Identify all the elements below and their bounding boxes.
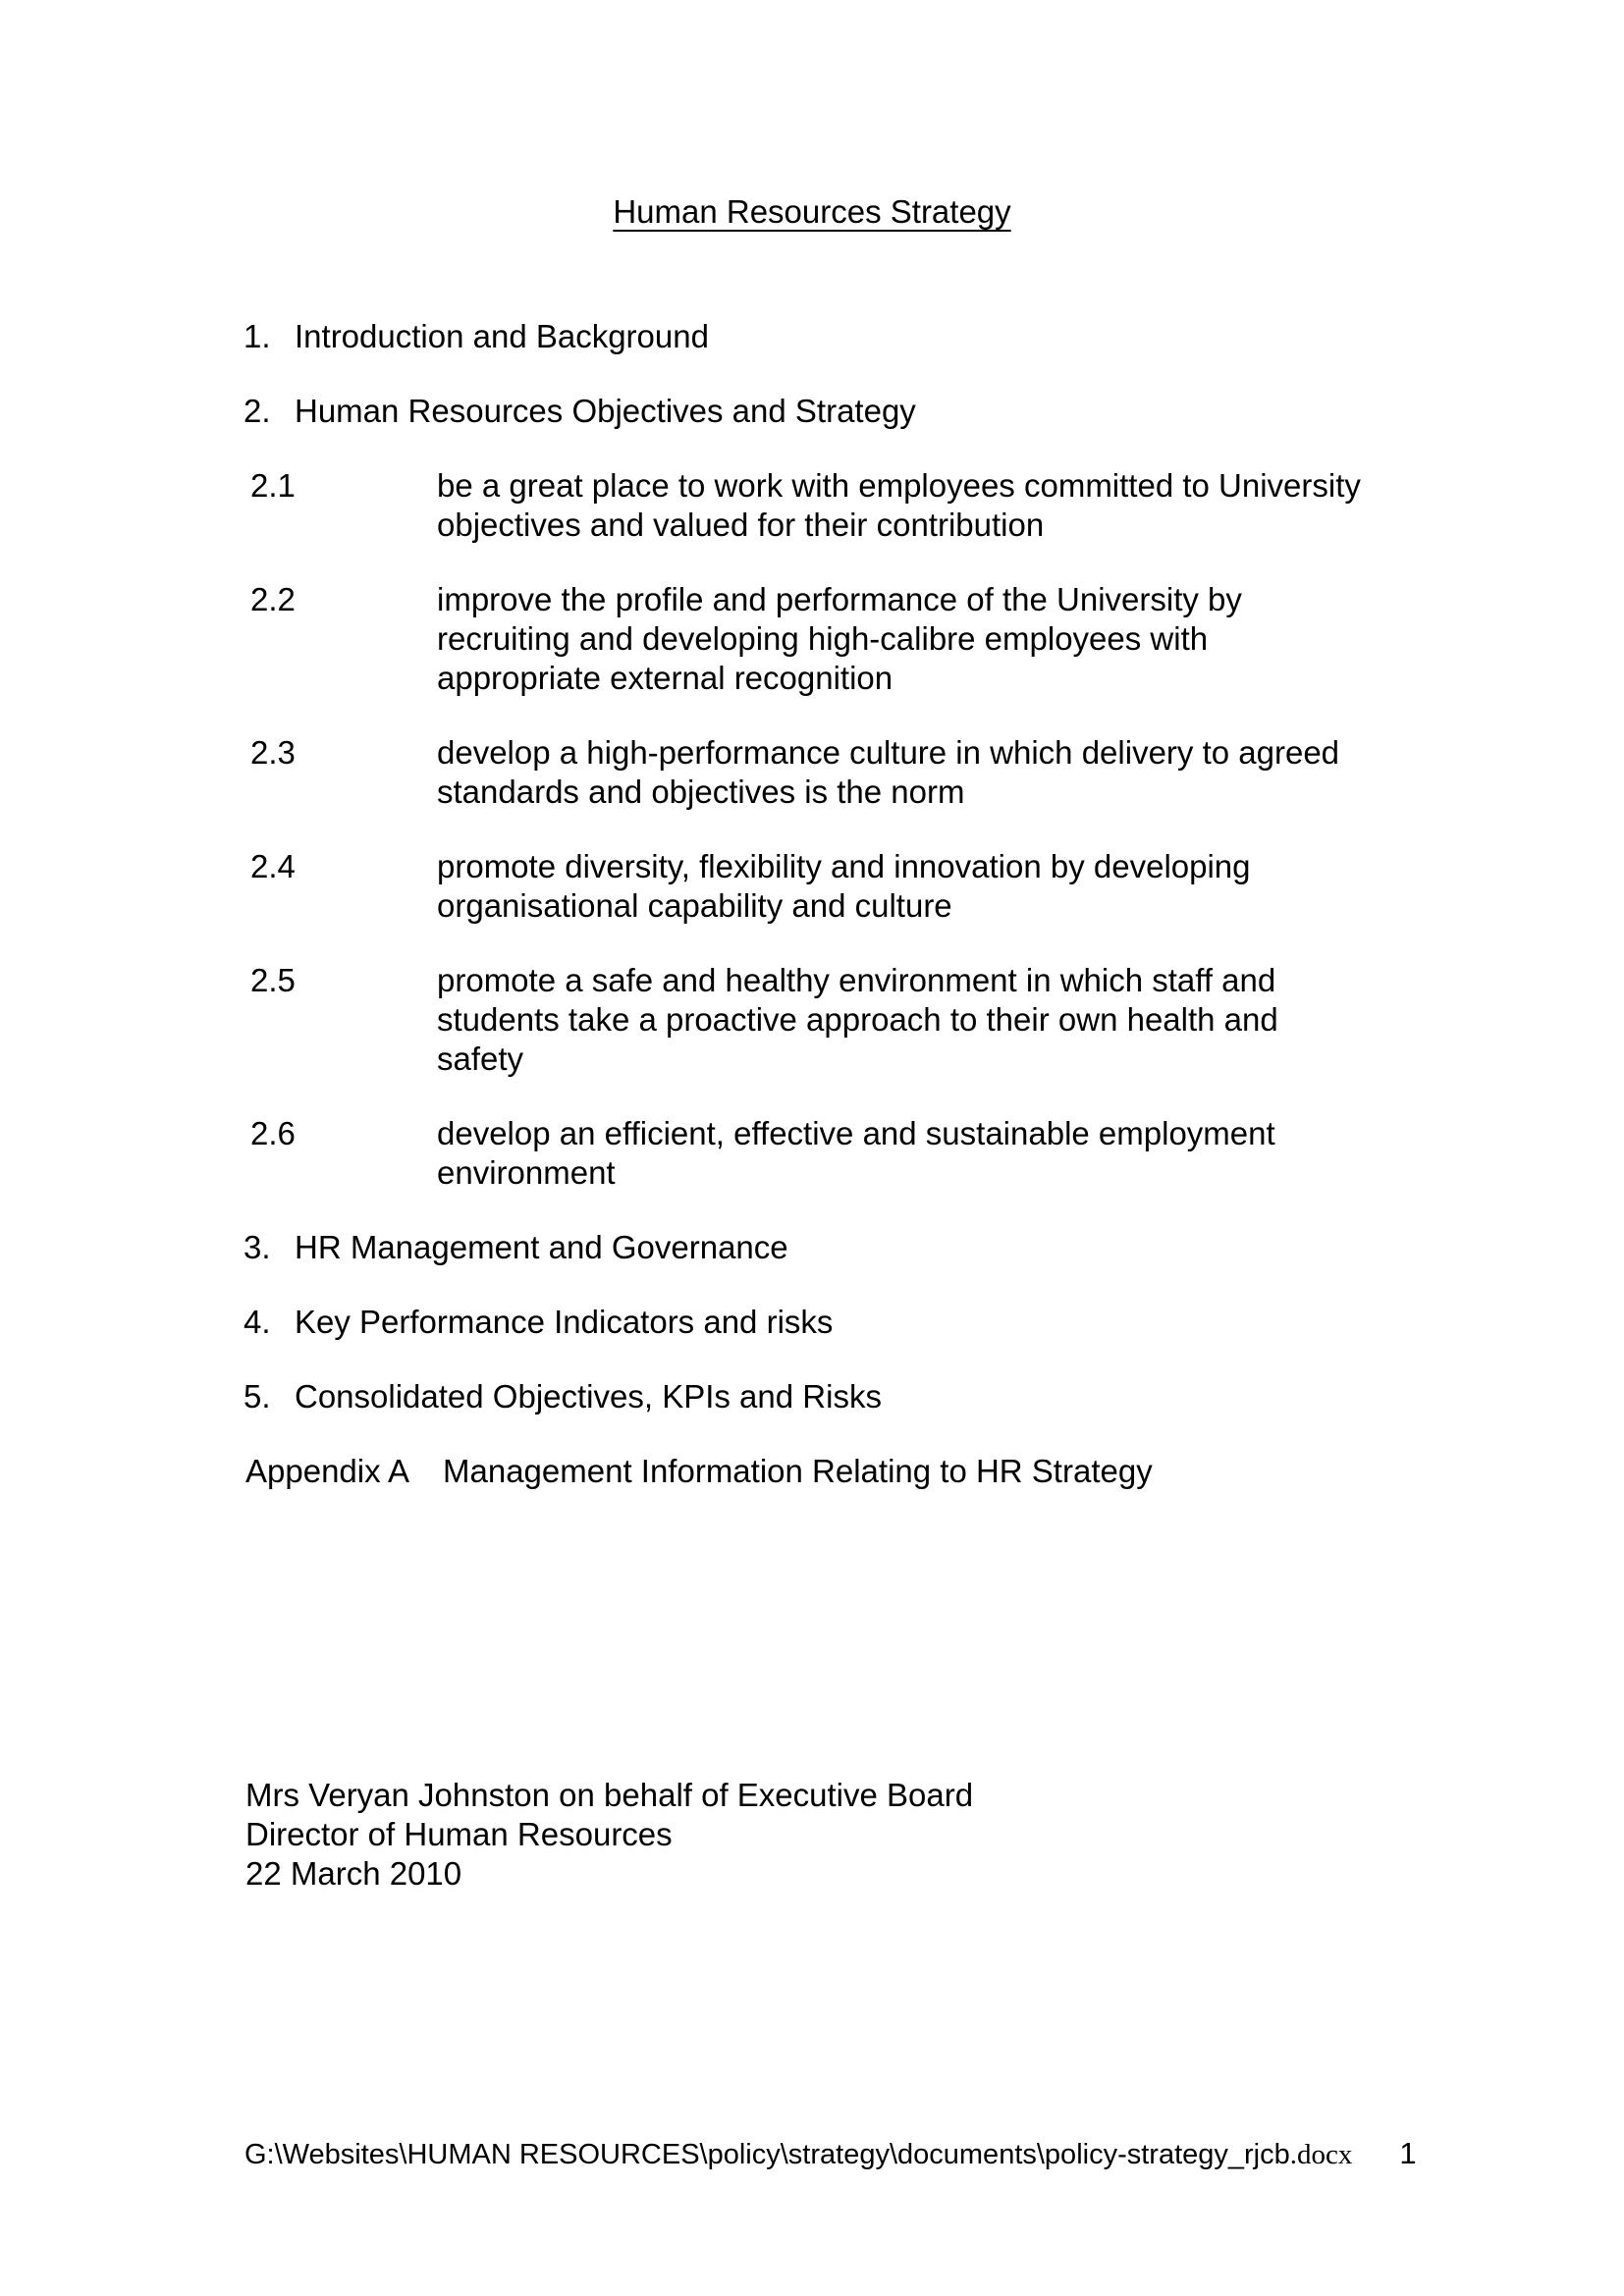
list-item-1 bbox=[244, 317, 1624, 356]
text-line: develop a high-performance culture in which delivery to agreed bbox=[437, 734, 1340, 771]
sub-item-number: 2.1 bbox=[250, 467, 296, 504]
sub-item-number: 2.5 bbox=[250, 962, 296, 998]
list-item-3 bbox=[244, 1228, 1624, 1267]
text-line: develop an efficient, effective and sustainable employment bbox=[437, 1115, 1275, 1151]
list-item-4 bbox=[244, 1303, 1624, 1342]
sub-item-number: 2.6 bbox=[250, 1115, 296, 1151]
list-item-label: HR Management and Governance bbox=[295, 1229, 788, 1265]
sub-item-2-1 bbox=[250, 466, 1624, 545]
text-line: promote a safe and healthy environment in which staff and bbox=[437, 962, 1276, 998]
text-line: safety bbox=[437, 1041, 524, 1077]
list-item-label: Human Resources Objectives and Strategy bbox=[295, 393, 916, 429]
sub-item-number: 2.3 bbox=[250, 734, 296, 771]
sub-item-text bbox=[437, 847, 1251, 926]
list-item-number: 3. bbox=[244, 1229, 271, 1265]
list-item-number: 1. bbox=[244, 318, 271, 354]
footer-file-path: G:\Websites\HUMAN RESOURCES\policy\strategy\documents\policy-strategy_rjcb bbox=[244, 2139, 1290, 2170]
sub-item-text bbox=[437, 961, 1278, 1079]
text-line: environment bbox=[437, 1154, 616, 1191]
document-title-text: Human Resources Strategy bbox=[613, 193, 1011, 230]
sub-item-text bbox=[437, 733, 1339, 812]
list-item-label: Introduction and Background bbox=[295, 318, 709, 354]
signature-date: 22 March 2010 bbox=[245, 1855, 462, 1892]
sub-item-text bbox=[437, 580, 1242, 698]
list-item-2 bbox=[244, 392, 1624, 431]
signature-block bbox=[245, 1776, 1624, 1894]
sub-item-2-4 bbox=[250, 847, 1624, 926]
appendix-row bbox=[245, 1452, 1624, 1491]
sub-item-number: 2.2 bbox=[250, 581, 296, 617]
signature-author: Mrs Veryan Johnston on behalf of Executive Board bbox=[245, 1777, 974, 1813]
sub-item-text bbox=[437, 466, 1361, 545]
text-line: improve the profile and performance of the University by bbox=[437, 581, 1242, 617]
sub-item-number: 2.4 bbox=[250, 848, 296, 884]
text-line: promote diversity, flexibility and innovation by developing bbox=[437, 848, 1251, 884]
list-item-label: Consolidated Objectives, KPIs and Risks bbox=[295, 1378, 882, 1415]
page-number: 1 bbox=[1399, 2136, 1417, 2170]
appendix-text: Management Information Relating to HR Strategy bbox=[443, 1453, 1153, 1489]
sub-item-2-6 bbox=[250, 1114, 1624, 1193]
footer-file-extension: .docx bbox=[1289, 2139, 1353, 2170]
text-line: be a great place to work with employees committed to University bbox=[437, 467, 1361, 504]
text-line: objectives and valued for their contribution bbox=[437, 507, 1045, 543]
text-line: organisational capability and culture bbox=[437, 887, 952, 924]
list-item-number: 2. bbox=[244, 393, 271, 429]
list-item-number: 4. bbox=[244, 1304, 271, 1340]
page-footer bbox=[244, 2136, 1417, 2172]
sub-item-2-5 bbox=[250, 961, 1624, 1079]
sub-item-2-3 bbox=[250, 733, 1624, 812]
appendix-label: Appendix A bbox=[245, 1453, 409, 1489]
list-item-number: 5. bbox=[244, 1378, 271, 1415]
sub-item-2-2 bbox=[250, 580, 1624, 698]
sub-item-text bbox=[437, 1114, 1275, 1193]
text-line: students take a proactive approach to their own health and bbox=[437, 1001, 1278, 1038]
text-line: appropriate external recognition bbox=[437, 660, 893, 696]
list-item-label: Key Performance Indicators and risks bbox=[295, 1304, 834, 1340]
text-line: recruiting and developing high-calibre employees with bbox=[437, 620, 1209, 657]
text-line: standards and objectives is the norm bbox=[437, 774, 965, 810]
signature-role: Director of Human Resources bbox=[245, 1816, 673, 1852]
list-item-5 bbox=[244, 1377, 1624, 1416]
document-title bbox=[0, 0, 1624, 232]
